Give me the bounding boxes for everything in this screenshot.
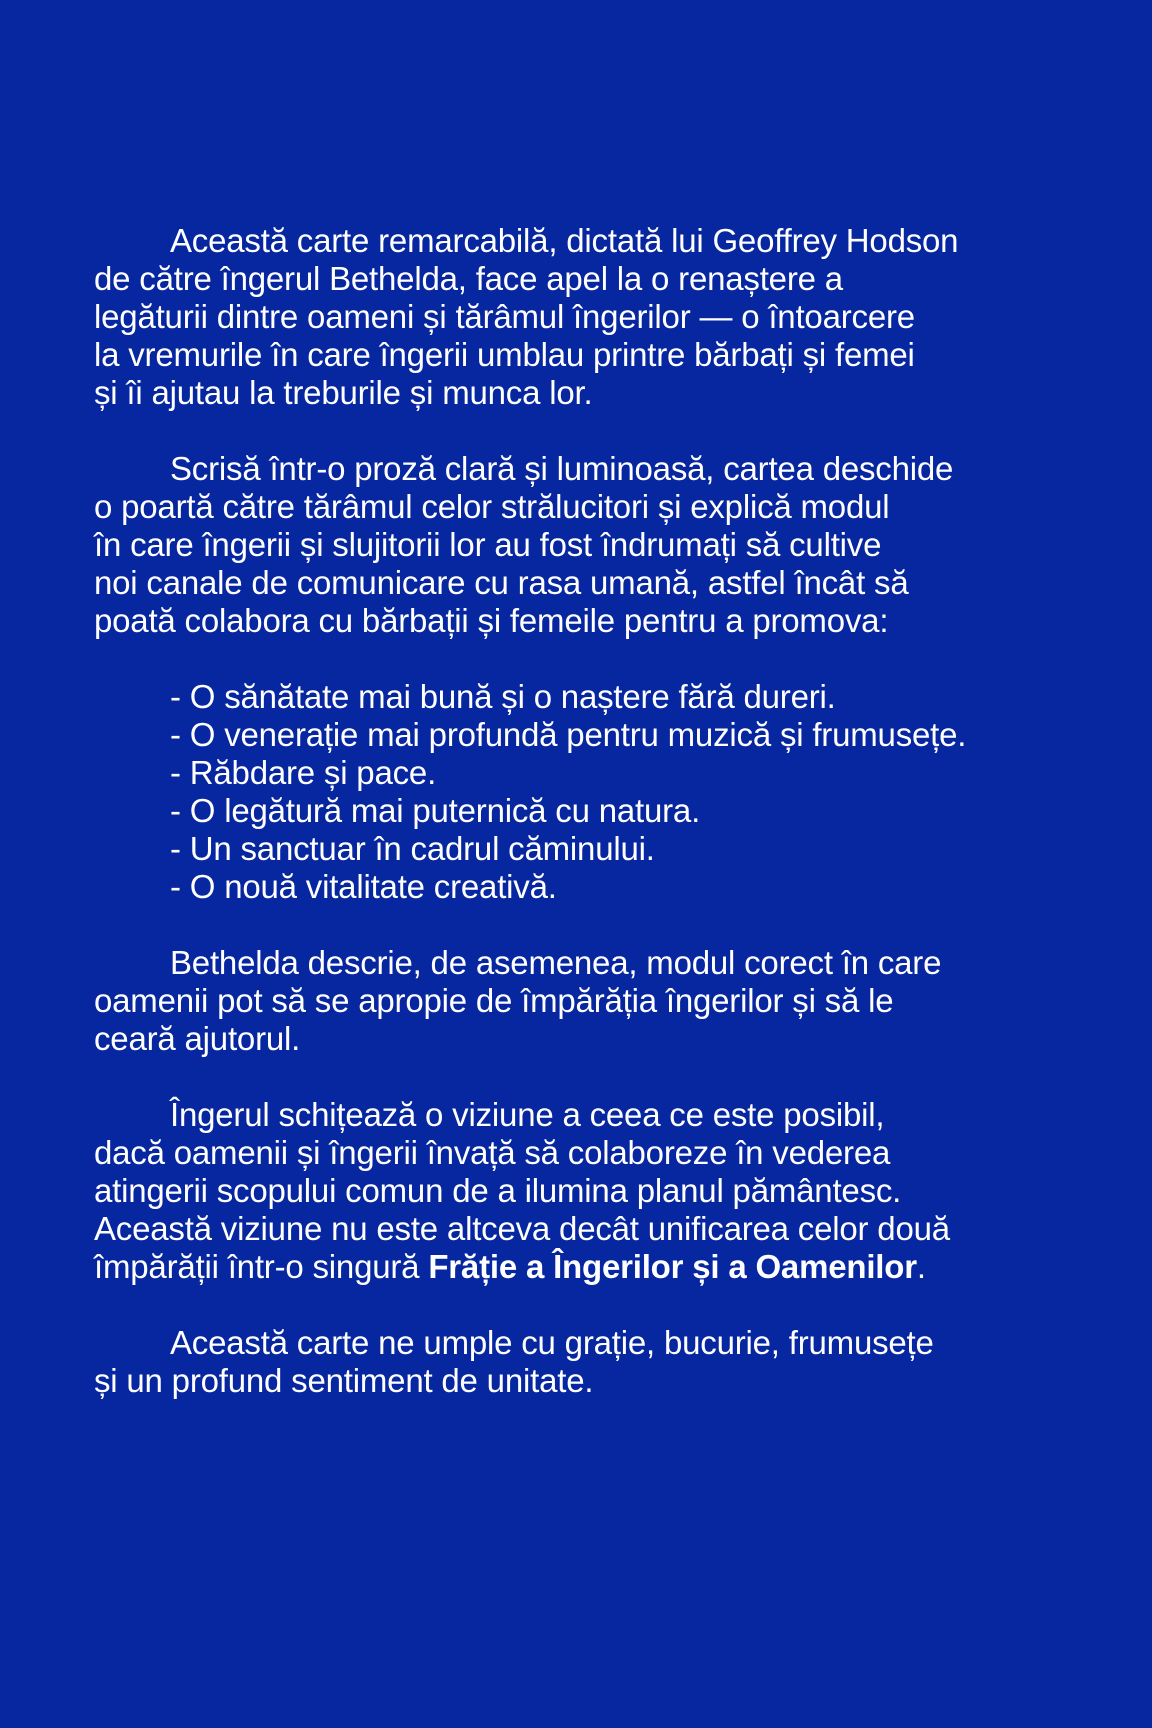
text-line: o poartă către tărâmul celor strălucitori și explică modul xyxy=(94,488,890,525)
text-line: Această carte remarcabilă, dictată lui Geoffrey Hodson xyxy=(170,222,959,259)
list-item: - Răbdare și pace. xyxy=(170,754,437,791)
brotherhood-emphasis: Frăție a Îngerilor și a Oamenilor xyxy=(428,1248,917,1285)
intro-paragraph xyxy=(94,222,1074,412)
text-line: atingerii scopului comun de a ilumina planul pământesc. xyxy=(94,1172,902,1209)
list-item: - O sănătate mai bună și o naștere fără dureri. xyxy=(170,678,836,715)
text-line: legăturii dintre oameni și tărâmul îngerilor — o întoarcere xyxy=(94,298,915,335)
blurb-text xyxy=(94,222,1074,1438)
list-item: - O venerație mai profundă pentru muzică și frumusețe. xyxy=(170,716,967,753)
list-item: - O legătură mai puternică cu natura. xyxy=(170,792,701,829)
closing-paragraph xyxy=(94,1324,1074,1400)
text-line: de către îngerul Bethelda, face apel la o renaștere a xyxy=(94,260,843,297)
list-item: - O nouă vitalitate creativă. xyxy=(170,868,557,905)
approach-paragraph xyxy=(94,944,1074,1058)
text-line: oamenii pot să se apropie de împărăția îngerilor și să le xyxy=(94,982,894,1019)
text-line: și un profund sentiment de unitate. xyxy=(94,1362,594,1399)
text-fragment: împărății într-o singură xyxy=(94,1248,429,1285)
text-line: la vremurile în care îngerii umblau printre bărbați și femei xyxy=(94,336,915,373)
text-line: Îngerul schițează o viziune a ceea ce este posibil, xyxy=(170,1096,885,1133)
description-paragraph xyxy=(94,450,1074,640)
vision-paragraph xyxy=(94,1096,1074,1286)
text-line: Bethelda descrie, de asemenea, modul corect în care xyxy=(170,944,942,981)
text-line: și îi ajutau la treburile și munca lor. xyxy=(94,374,593,411)
text-line: ceară ajutorul. xyxy=(94,1020,301,1057)
text-fragment: . xyxy=(916,1248,926,1285)
text-line: în care îngerii și slujitorii lor au fost îndrumați să cultive xyxy=(94,526,882,563)
text-line: noi canale de comunicare cu rasa umană, astfel încât să xyxy=(94,564,909,601)
text-line: Scrisă într-o proză clară și luminoasă, cartea deschide xyxy=(170,450,954,487)
text-line: dacă oamenii și îngerii învață să colaboreze în vederea xyxy=(94,1134,891,1171)
text-line: poată colabora cu bărbații și femeile pentru a promova: xyxy=(94,602,889,639)
benefits-list xyxy=(94,678,1074,906)
text-line: Această viziune nu este altceva decât unificarea celor două xyxy=(94,1210,950,1247)
text-line-with-emphasis xyxy=(94,1248,1074,1286)
list-item: - Un sanctuar în cadrul căminului. xyxy=(170,830,655,867)
text-line: Această carte ne umple cu grație, bucurie, frumusețe xyxy=(170,1324,934,1361)
